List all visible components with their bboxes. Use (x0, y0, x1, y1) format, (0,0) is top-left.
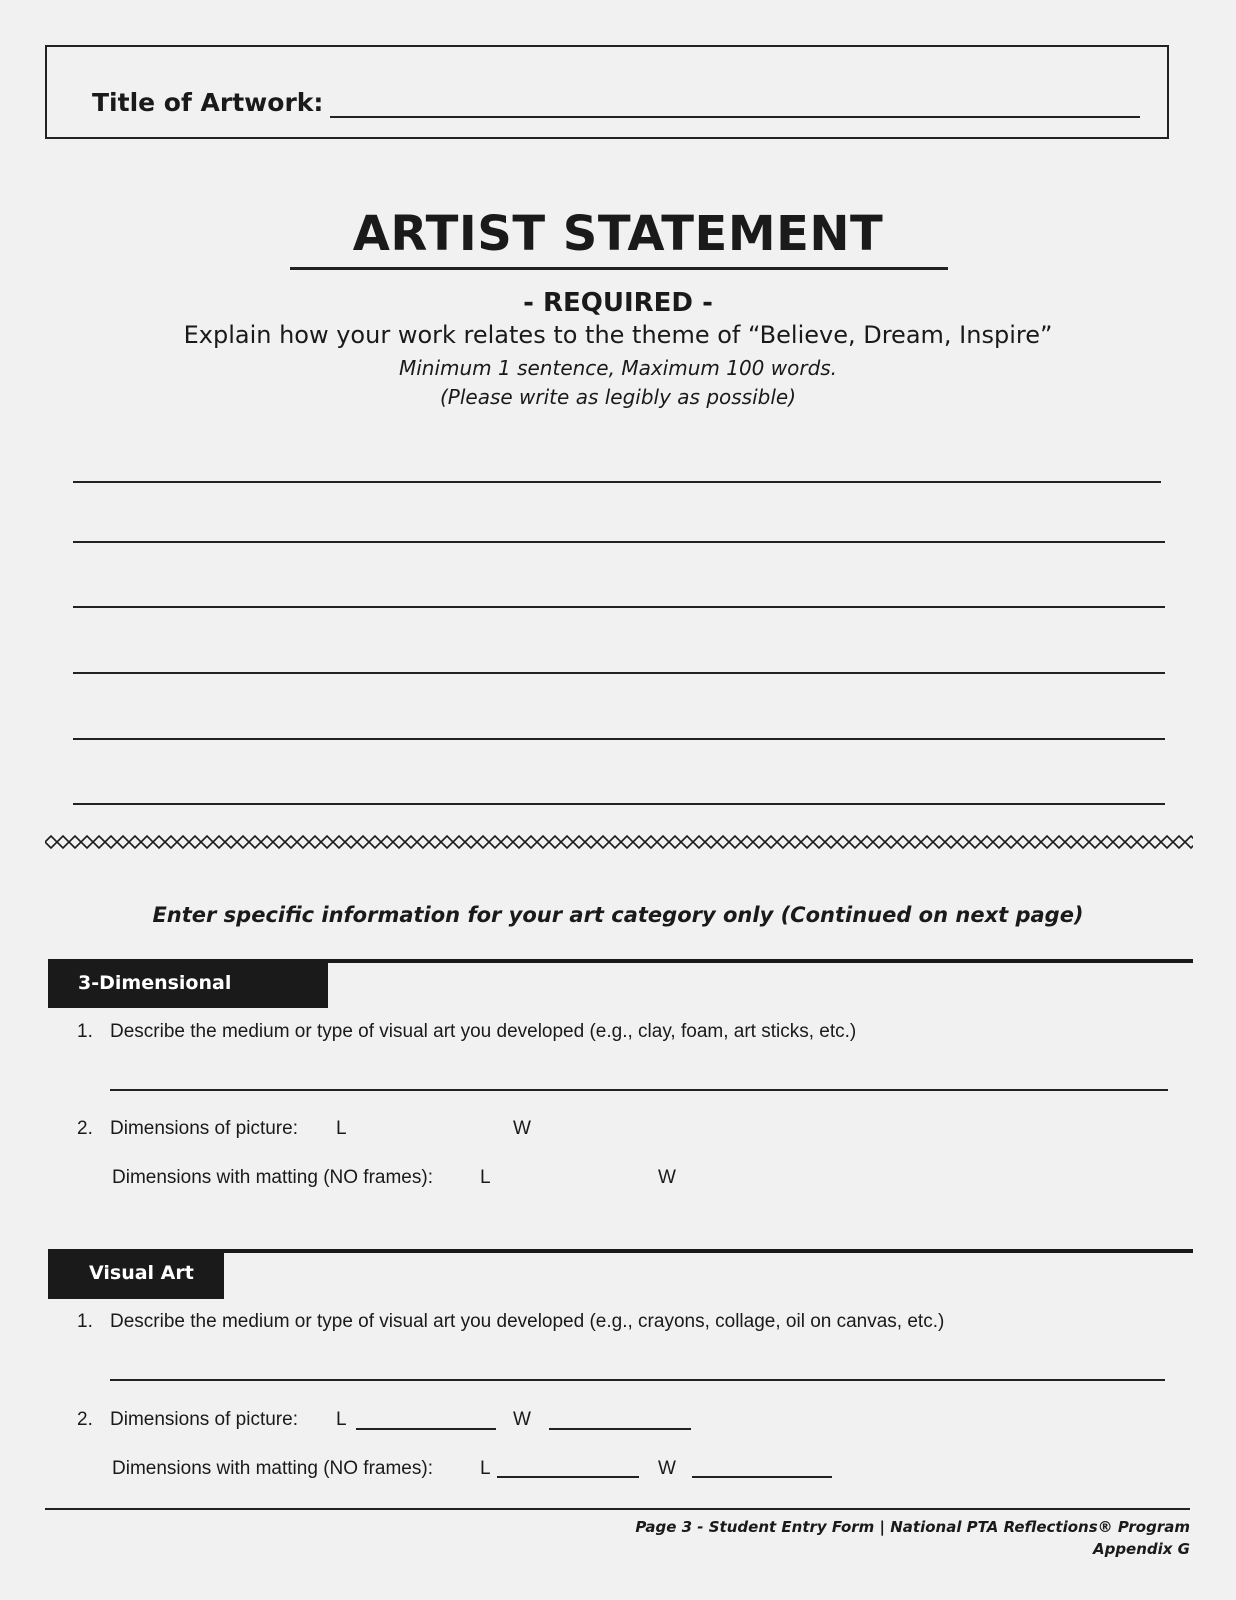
diamond-divider (45, 835, 1193, 849)
footer-appendix: Appendix G (1092, 1540, 1190, 1558)
q1-number: 1. (77, 1311, 93, 1332)
footer-page-info: Page 3 - Student Entry Form | National PTA Reflections® Program (635, 1518, 1190, 1536)
required-label: - REQUIRED - (523, 288, 713, 318)
q1-text: Describe the medium or type of visual art you developed (e.g., clay, foam, art sticks, etc.) (110, 1021, 857, 1042)
medium-field-3d[interactable] (110, 1089, 1168, 1091)
width-label: W (513, 1118, 531, 1139)
matting-width-label: W (658, 1167, 676, 1188)
heading-underline (290, 267, 948, 270)
statement-line-5[interactable] (73, 738, 1165, 740)
statement-line-4[interactable] (73, 672, 1165, 674)
dimensions-label: Dimensions of picture: (110, 1118, 298, 1139)
title-of-artwork-label: Title of Artwork: (92, 88, 324, 117)
dimensions-label: Dimensions of picture: (110, 1409, 298, 1430)
matting-width-label: W (658, 1458, 676, 1479)
matting-length-label: L (480, 1458, 491, 1479)
footer-rule (45, 1508, 1190, 1510)
q2-number: 2. (77, 1409, 93, 1430)
word-limits: Minimum 1 sentence, Maximum 100 words. (398, 356, 838, 380)
width-field[interactable] (549, 1428, 691, 1430)
length-label: L (336, 1409, 347, 1430)
section-tab-3d: 3-Dimensional (48, 961, 328, 1008)
width-label: W (513, 1409, 531, 1430)
length-field[interactable] (356, 1428, 496, 1430)
title-of-artwork-field[interactable] (330, 116, 1140, 118)
length-label: L (336, 1118, 347, 1139)
matting-length-label: L (480, 1167, 491, 1188)
matting-width-field[interactable] (692, 1476, 832, 1478)
statement-line-1[interactable] (73, 481, 1161, 483)
statement-line-3[interactable] (73, 606, 1165, 608)
q2-number: 2. (77, 1118, 93, 1139)
matting-label: Dimensions with matting (NO frames): (112, 1167, 433, 1188)
explain-prompt: Explain how your work relates to the theme of “Believe, Dream, Inspire” (183, 321, 1053, 349)
legibility-note: (Please write as legibly as possible) (439, 385, 796, 409)
q1-number: 1. (77, 1021, 93, 1042)
matting-label: Dimensions with matting (NO frames): (112, 1458, 433, 1479)
statement-line-2[interactable] (73, 541, 1165, 543)
statement-line-6[interactable] (73, 803, 1165, 805)
category-instructions: Enter specific information for your art category only (Continued on next page) (152, 903, 1084, 927)
q1-text: Describe the medium or type of visual art you developed (e.g., crayons, collage, oil on canvas, etc.) (110, 1311, 945, 1332)
medium-field-visual-art[interactable] (110, 1379, 1165, 1381)
page-title: ARTIST STATEMENT (352, 206, 884, 262)
section-tab-visual-art: Visual Art (48, 1251, 224, 1299)
matting-length-field[interactable] (497, 1476, 639, 1478)
